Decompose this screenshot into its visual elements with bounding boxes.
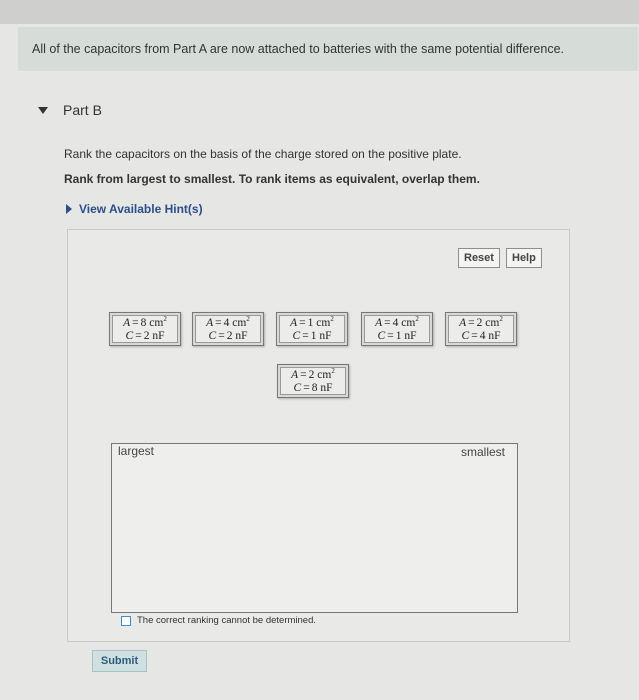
tile-label: A = 1 $cm^2$ C = 1 nF: [279, 315, 345, 343]
top-band: [0, 0, 639, 24]
tile-label: A = 8 $cm^2$ C = 2 nF: [112, 315, 178, 343]
cannot-determine-label: The correct ranking cannot be determined.: [137, 615, 317, 626]
submit-button[interactable]: Submit: [92, 650, 147, 672]
ranking-drop-zone[interactable]: [111, 443, 518, 613]
capacitor-tile[interactable]: [276, 312, 348, 346]
caret-right-icon: [66, 204, 72, 214]
ranking-instruction: Rank from largest to smallest. To rank items as equivalent, overlap them.: [64, 172, 480, 186]
part-b-header[interactable]: [38, 100, 102, 120]
help-button[interactable]: Help: [506, 248, 542, 268]
tile-label: A = 2 $cm^2$ C = 8 nF: [280, 367, 346, 395]
part-title: Part B: [63, 102, 102, 118]
capacitor-tile[interactable]: [445, 312, 517, 346]
cannot-determine-option[interactable]: [121, 615, 316, 626]
tile-label: A = 4 $cm^2$ C = 2 nF: [195, 315, 261, 343]
cannot-determine-checkbox[interactable]: [121, 616, 131, 626]
view-hints-link[interactable]: [66, 202, 203, 216]
intro-banner: [18, 27, 638, 71]
reset-button[interactable]: Reset: [458, 248, 500, 268]
capacitor-tile[interactable]: [192, 312, 264, 346]
capacitor-tile[interactable]: [109, 312, 181, 346]
caret-down-icon: [38, 107, 48, 114]
hint-link-label: View Available Hint(s): [79, 202, 203, 216]
tile-label: A = 2 $cm^2$ C = 4 nF: [448, 315, 514, 343]
smallest-label: smallest: [461, 445, 506, 459]
tile-label: A = 4 $cm^2$ C = 1 nF: [364, 315, 430, 343]
intro-text: All of the capacitors from Part A are now attached to batteries with the same potential difference.: [32, 42, 565, 56]
question-prompt: Rank the capacitors on the basis of the charge stored on the positive plate.: [64, 147, 462, 161]
capacitor-tile[interactable]: [277, 364, 349, 398]
largest-label: largest: [118, 444, 155, 458]
capacitor-tile[interactable]: [361, 312, 433, 346]
